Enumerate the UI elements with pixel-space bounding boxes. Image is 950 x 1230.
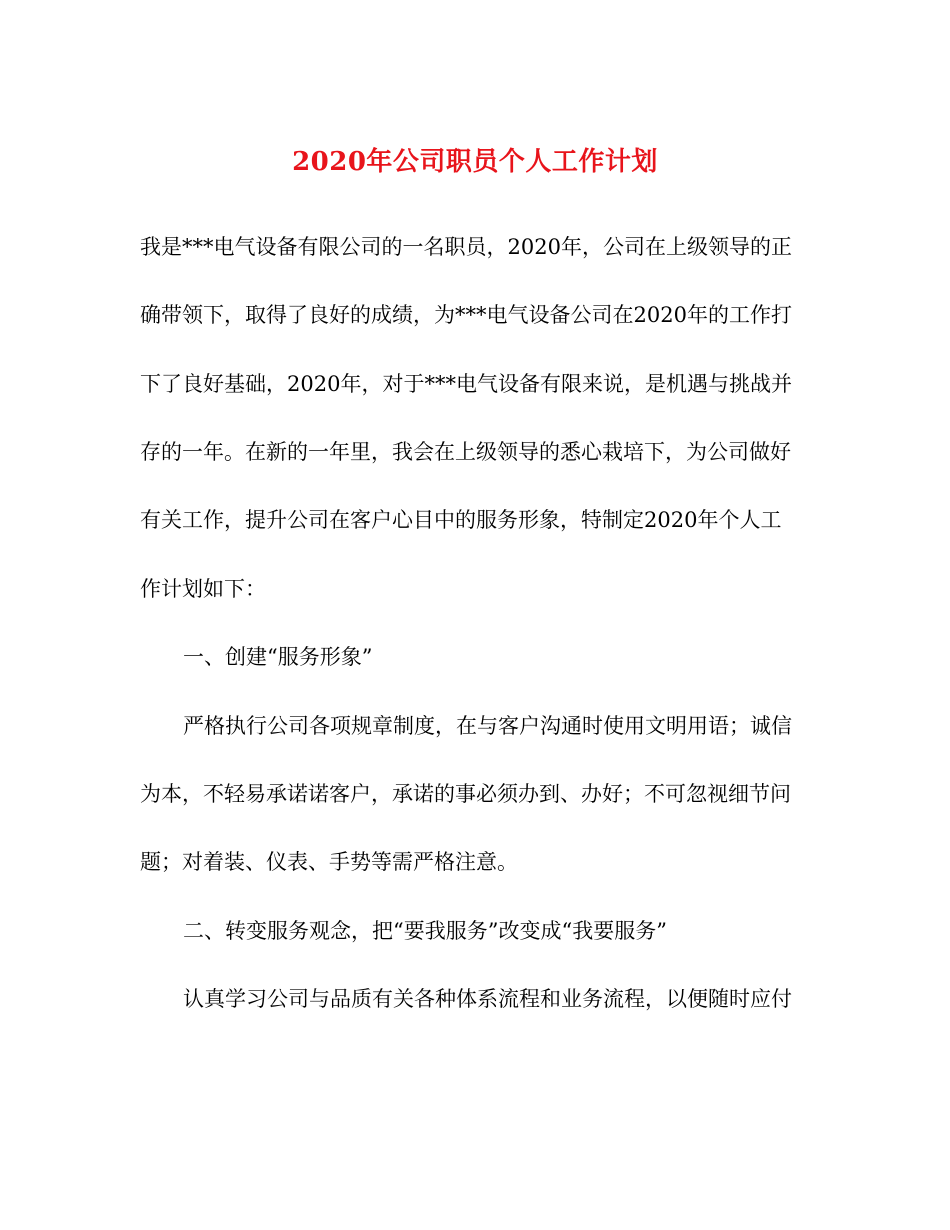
paragraph-line: 作计划如下：	[140, 577, 266, 601]
document-title: 2020年公司职员个人工作计划	[292, 147, 658, 177]
paragraph-line: 存的一年。在新的一年里，我会在上级领导的悉心栽培下，为公司做好	[140, 440, 791, 464]
section-heading: 二、转变服务观念，把“要我服务”改变成“我要服务”	[183, 919, 667, 943]
paragraph-line: 题；对着装、仪表、手势等需严格注意。	[140, 850, 518, 874]
paragraph-line: 认真学习公司与品质有关各种体系流程和业务流程，以便随时应付	[183, 987, 792, 1011]
paragraph-line: 下了良好基础，2020年，对于***电气设备有限来说，是机遇与挑战并	[140, 372, 792, 396]
section-heading: 一、创建“服务形象”	[183, 645, 373, 669]
paragraph-line: 严格执行公司各项规章制度，在与客户沟通时使用文明用语；诚信	[183, 714, 792, 738]
paragraph-line: 有关工作，提升公司在客户心目中的服务形象，特制定2020年个人工	[140, 508, 782, 532]
paragraph-line: 为本，不轻易承诺诺客户，承诺的事必须办到、办好；不可忽视细节问	[140, 782, 791, 806]
paragraph-line: 确带领下，取得了良好的成绩，为***电气设备公司在2020年的工作打	[140, 303, 792, 327]
paragraph-line: 我是***电气设备有限公司的一名职员，2020年，公司在上级领导的正	[140, 235, 792, 259]
